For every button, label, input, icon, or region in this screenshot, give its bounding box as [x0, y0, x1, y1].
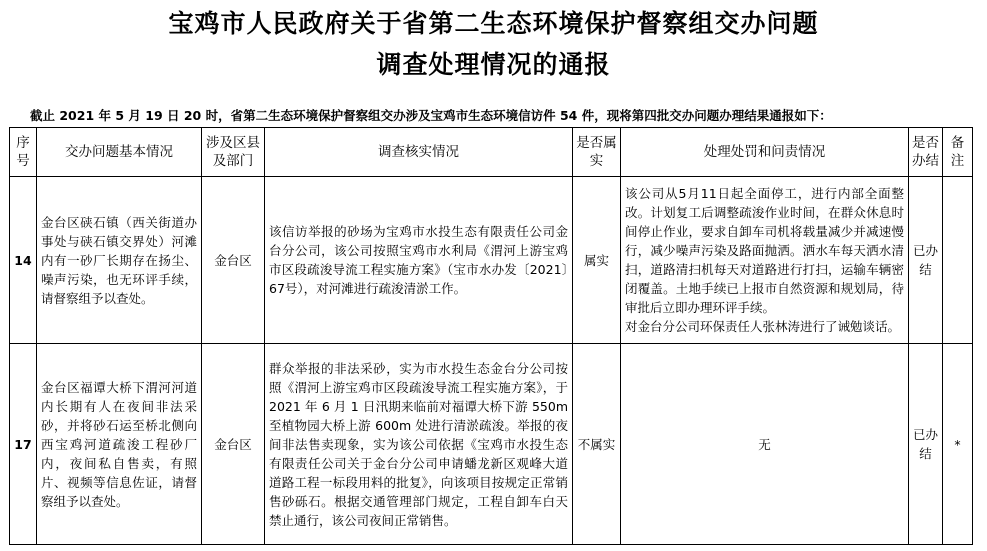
row-verified: 属实 — [573, 177, 621, 344]
header-investigation: 调查核实情况 — [265, 128, 573, 177]
header-district: 涉及区县及部门 — [202, 128, 265, 177]
row-handling-paragraph: 无 — [758, 436, 771, 452]
header-note: 备注 — [943, 128, 973, 177]
row-verified: 不属实 — [573, 344, 621, 545]
row-seq: 17 — [10, 344, 37, 545]
row-district: 金台区 — [202, 177, 265, 344]
intro-paragraph: 截止 2021 年 5 月 19 日 20 时，省第二生态环境保护督察组交办涉及宝鸡市生态环境信访件 54 件，现将第四批交办问题办理结果通报如下： — [30, 108, 832, 123]
row-handling — [621, 177, 909, 344]
row-note — [943, 177, 973, 344]
row-district: 金台区 — [202, 344, 265, 545]
issues-table — [9, 127, 973, 545]
header-done: 是否办结 — [909, 128, 943, 177]
header-issue: 交办问题基本情况 — [37, 128, 202, 177]
row-issue: 金台区福谭大桥下渭河河道内长期有人在夜间非法采砂，并将砂石运至桥北侧向西宝鸡河道疏浚工程砂厂内，夜间私自售卖，有照片、视频等信息佐证，请督察组予以查处。 — [37, 344, 202, 545]
row-investigation: 群众举报的非法采砂，实为市水投生态金台分公司按照《渭河上游宝鸡市区段疏浚导流工程实施方案》，于 2021 年 6 月 1 日汛期来临前对福谭大桥下游 550m 至植物园大桥上游 600m 处进行清淤疏浚。举报的夜间非法售卖现象，实为该公司依据《宝鸡市水投生态有限责任公司关于金台分公司申请蟠龙新区观峰大道道路工程一标段用料的批复》，向该项目按规定正常销售砂砾石。根据交通管理部门规定，工程自卸车白天禁止通行，该公司夜间正常销售。 — [265, 344, 573, 545]
row-handling-paragraph: 该公司从5月11日起全面停工，进行内部全面整改。计划复工后调整疏浚作业时间，在群众休息时间停止作业，要求自卸车司机将载量减少并减速慢行，减少噪声污染及路面抛洒。洒水车每天洒水清扫，道路清扫机每天对道路进行打扫，运输车辆密闭覆盖。土地手续已上报市自然资源和规划局，待审批后立即办理环评手续。 — [625, 186, 904, 315]
header-seq: 序号 — [10, 128, 37, 177]
table-row — [10, 177, 973, 344]
row-handling — [621, 344, 909, 545]
row-note: * — [943, 344, 973, 545]
row-done: 已办结 — [909, 344, 943, 545]
row-seq: 14 — [10, 177, 37, 344]
table-header-row — [10, 128, 973, 177]
row-done: 已办结 — [909, 177, 943, 344]
row-issue: 金台区硖石镇（西关街道办事处与硖石镇交界处）河滩内有一砂厂长期存在扬尘、噪声污染，也无环评手续，请督察组予以查处。 — [37, 177, 202, 344]
page-title-line-1: 宝鸡市人民政府关于省第二生态环境保护督察组交办问题 — [168, 9, 819, 38]
row-investigation: 该信访举报的砂场为宝鸡市水投生态有限责任公司金台分公司，该公司按照宝鸡市水利局《渭河上游宝鸡市区段疏浚导流工程实施方案》（宝市水办发〔2021〕67号），对河滩进行疏浚清淤工作。 — [265, 177, 573, 344]
header-verified: 是否属实 — [573, 128, 621, 177]
table-row — [10, 344, 973, 545]
header-handling: 处理处罚和问责情况 — [621, 128, 909, 177]
row-handling-paragraph: 对金台分公司环保责任人张林涛进行了诫勉谈话。 — [625, 319, 901, 334]
page-title-line-2: 调查处理情况的通报 — [376, 50, 611, 79]
